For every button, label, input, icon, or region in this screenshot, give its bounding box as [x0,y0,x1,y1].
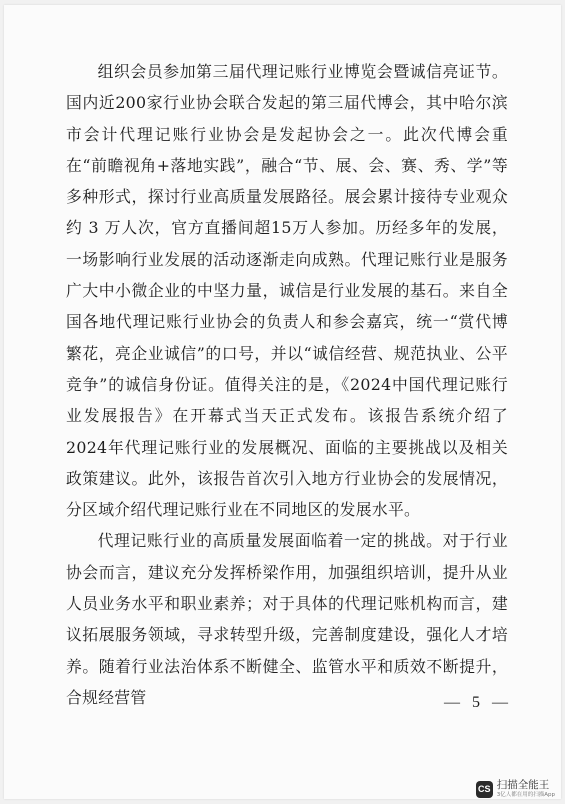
paragraph-1: 组织会员参加第三届代理记账行业博览会暨诚信亮证节。国内近200家行业协会联合发起的第三届代博会，其中哈尔滨市会计代理记账行业协会是发起协会之一。此次代博会重在“前瞻视角+落地实践”，融合“节、展、会、赛、秀、学”等多种形式，探讨行业高质量发展路径。展会累计接待专业观众约 3 万人次，官方直播间超15万人参加。历经多年的发展，一场影响行业发展的活动逐渐走向成熟。代理记账行业是服务广大中小微企业的中坚力量，诚信是行业发展的基石。来自全国各地代理记账行业协会的负责人和参会嘉宾，统一“赏代博繁花，亮企业诚信”的口号，并以“诚信经营、规范执业、公平竞争”的诚信身份证。值得关注的是，《2024中国代理记账行业发展报告》在开幕式当天正式发布。该报告系统介绍了2024年代理记账行业的发展概况、面临的主要挑战以及相关政策建议。此外，该报告首次引入地方行业协会的发展情况，分区域介绍代理记账行业在不同地区的发展水平。 [66,62,508,520]
document-page [4,5,561,799]
camscanner-logo-icon: CS [476,781,493,798]
watermark-text [497,780,555,798]
page-number: — 5 — [444,694,512,711]
paragraph-2: 代理记账行业的高质量发展面临着一定的挑战。对于行业协会而言，建议充分发挥桥梁作用，加强组织培训，提升从业人员业务水平和职业素养；对于具体的代理记账机构而言，建议拓展服务领域，寻求转型升级，完善制度建设，强化人才培养。随着行业法治体系不断健全、监管水平和质效不断提升，合规经营管 [66,531,508,707]
watermark-subtitle: 3亿人都在用的扫描App [496,791,555,798]
scanner-watermark [476,780,555,798]
watermark-title: 扫描全能王 [496,779,550,791]
document-body [66,56,508,713]
